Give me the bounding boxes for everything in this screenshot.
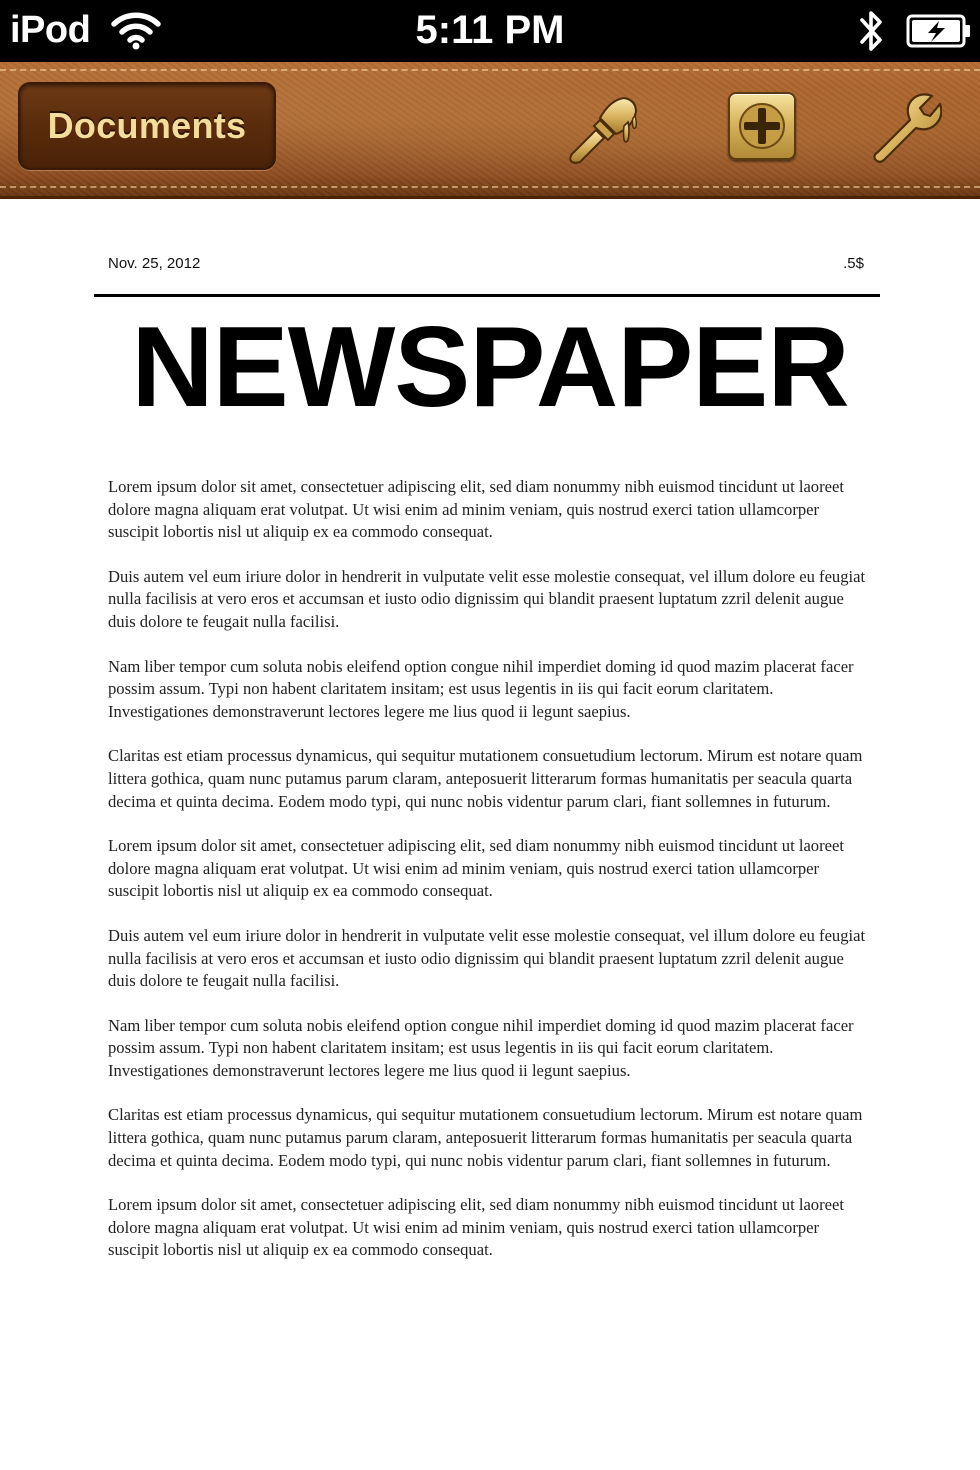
masthead-rule (94, 294, 880, 297)
document-price: .5$ (843, 255, 864, 272)
article-paragraph: Lorem ipsum dolor sit amet, consectetuer adipiscing elit, sed diam nonummy nibh euismod tincidunt ut laoreet dolore magna aliquam erat volutpat. Ut wisi enim ad minim veniam, quis nostrud exerci tation ullamcorper suscipit lobortis nisl ut aliquip ex ea commodo consequat. (108, 477, 844, 542)
toolbar-stitching-bottom (0, 186, 980, 188)
wrench-icon[interactable] (870, 92, 942, 166)
article-paragraph: Lorem ipsum dolor sit amet, consectetuer adipiscing elit, sed diam nonummy nibh euismod tincidunt ut laoreet dolore magna aliquam erat volutpat. Ut wisi enim ad minim veniam, quis nostrud exerci tation ullamcorper suscipit lobortis nisl ut aliquip ex ea commodo consequat. (108, 836, 844, 901)
paintbrush-icon[interactable] (566, 92, 642, 166)
carrier-label: iPod (10, 9, 91, 51)
toolbar-stitching-top (0, 69, 980, 71)
bluetooth-icon (856, 8, 888, 54)
article-body (108, 476, 868, 1284)
status-bar (0, 0, 980, 62)
status-time: 5:11 PM (415, 8, 565, 52)
add-document-button[interactable] (728, 92, 796, 160)
article-paragraph: Duis autem vel eum iriure dolor in hendrerit in vulputate velit esse molestie consequat, vel illum dolore eu feugiat nulla facilisis at vero eros et accumsan et iusto odio dignissim qui blandit praesent luptatum zzril delenit augue duis dolore te feugait nulla facilisi. (108, 566, 866, 631)
add-icon (730, 94, 794, 158)
battery-charging-icon (906, 14, 972, 48)
article-paragraph: Claritas est etiam processus dynamicus, qui sequitur mutationem consuetudium lectorum. Mirum est notare quam littera gothica, quam nunc putamus parum claram, anteposuerit litterarum formas humanitatis per seacula quarta decima et quinta decima. Eodem modo typi, qui nunc nobis videntur parum clari, fiant sollemnes in futurum. (108, 1105, 863, 1170)
documents-button[interactable] (18, 82, 276, 170)
article-paragraph: Nam liber tempor cum soluta nobis eleifend option congue nihil imperdiet doming id quod mazim placerat facer possim assum. Typi non habent claritatem insitam; est usus legentis in iis qui facit eorum claritatem. Investigationes demonstraverunt lectores legere me lius quod ii legunt saepius. (108, 656, 854, 721)
article-paragraph: Lorem ipsum dolor sit amet, consectetuer adipiscing elit, sed diam nonummy nibh euismod tincidunt ut laoreet dolore magna aliquam erat volutpat. Ut wisi enim ad minim veniam, quis nostrud exerci tation ullamcorper suscipit lobortis nisl ut aliquip ex ea commodo consequat. (108, 1195, 844, 1260)
toolbar (0, 62, 980, 199)
documents-button-label: Documents (47, 105, 247, 146)
masthead-title: NEWSPAPER (131, 304, 849, 431)
article-paragraph: Nam liber tempor cum soluta nobis eleifend option congue nihil imperdiet doming id quod mazim placerat facer possim assum. Typi non habent claritatem insitam; est usus legentis in iis qui facit eorum claritatem. Investigationes demonstraverunt lectores legere me lius quod ii legunt saepius. (108, 1015, 854, 1080)
article-paragraph: Duis autem vel eum iriure dolor in hendrerit in vulputate velit esse molestie consequat, vel illum dolore eu feugiat nulla facilisis at vero eros et accumsan et iusto odio dignissim qui blandit praesent luptatum zzril delenit augue duis dolore te feugait nulla facilisi. (108, 925, 866, 991)
document-date: Nov. 25, 2012 (108, 255, 201, 272)
document-page[interactable] (0, 199, 980, 1470)
article-paragraph: Claritas est etiam processus dynamicus, qui sequitur mutationem consuetudium lectorum. Mirum est notare quam littera gothica, quam nunc putamus parum claram, anteposuerit litterarum formas humanitatis per seacula quarta decima et quinta decima. Eodem modo typi, qui nunc nobis videntur parum clari, fiant sollemnes in futurum. (108, 746, 863, 811)
